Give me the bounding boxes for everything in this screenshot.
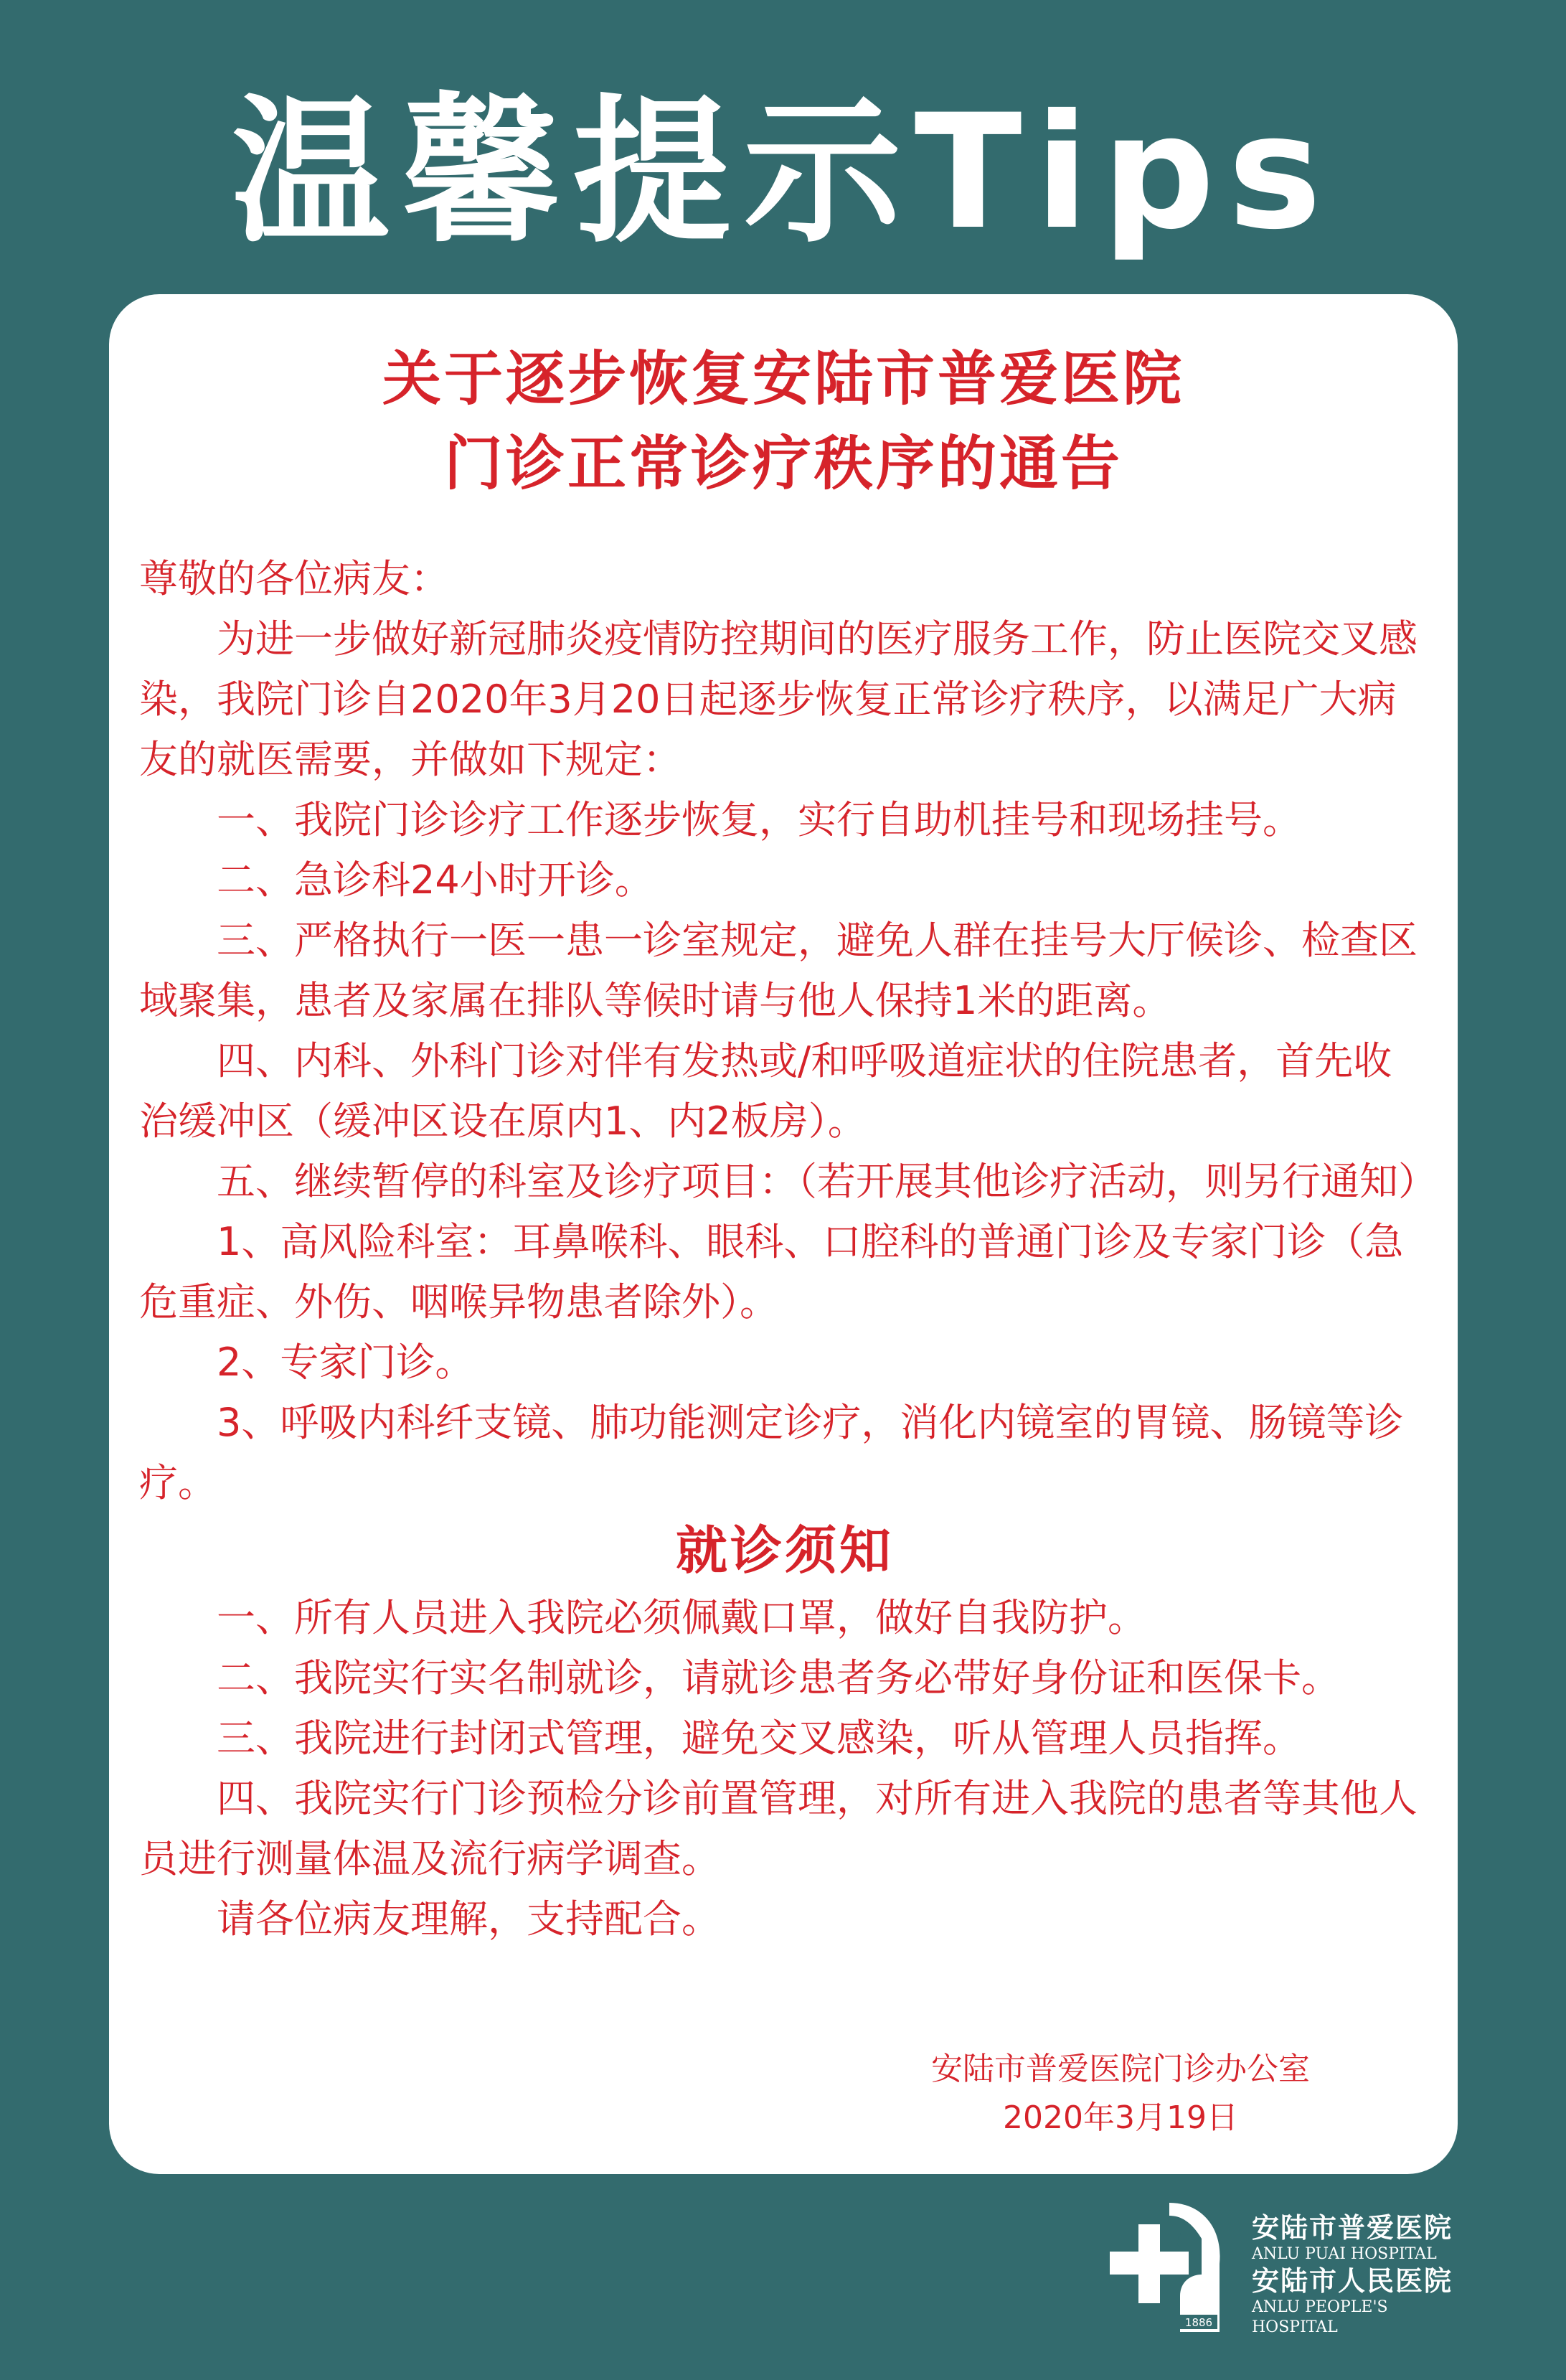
- guideline-item: 请各位病友理解，支持配合。: [217, 1896, 720, 1942]
- greeting: 尊敬的各位病友：: [139, 556, 449, 601]
- notice-title-line-1: 关于逐步恢复安陆市普爱医院: [382, 345, 1184, 413]
- notice-body: [139, 549, 1437, 1949]
- notice-paragraph: 三、严格执行一医一患一诊室规定，避免人群在挂号大厅候诊、检查区域聚集，患者及家属在排队等候时请与他人保持1米的距离。: [139, 918, 1418, 1023]
- notice-paragraph: 五、继续暂停的科室及诊疗项目：（若开展其他诊疗活动，则另行通知）: [217, 1159, 1437, 1204]
- signature-date: 2020年3月19日: [1003, 2099, 1238, 2136]
- guidelines-title: 就诊须知: [675, 1520, 894, 1581]
- guideline-item: 三、我院进行封闭式管理，避免交叉感染，听从管理人员指挥。: [217, 1716, 1301, 1761]
- guideline-item: 四、我院实行门诊预检分诊前置管理，对所有进入我院的患者等其他人员进行测量体温及流行病学调查。: [139, 1776, 1418, 1881]
- logo-name-cn-2: 安陆市人民医院: [1252, 2264, 1453, 2297]
- logo-name-en-1: ANLU PUAI HOSPITAL: [1252, 2245, 1437, 2263]
- guideline-item: 一、所有人员进入我院必须佩戴口罩，做好自我防护。: [217, 1595, 1146, 1640]
- notice-paragraph: 四、内科、外科门诊对伴有发热或/和呼吸道症状的住院患者，首先收治缓冲区（缓冲区设在原内1、内2板房）。: [139, 1038, 1392, 1144]
- notice-card: [109, 294, 1458, 2174]
- signature: [905, 2045, 1336, 2143]
- notice-paragraph: 为进一步做好新冠肺炎疫情防控期间的医疗服务工作，防止医院交叉感染，我院门诊自2020年3月20日起逐步恢复正常诊疗秩序，以满足广大病友的就医需要，并做如下规定：: [139, 616, 1418, 782]
- notice-title-line-2: 门诊正常诊疗秩序的通告: [443, 430, 1123, 498]
- logo-text: [1252, 2211, 1474, 2338]
- notice-paragraph: 二、急诊科24小时开诊。: [217, 857, 654, 903]
- hospital-logo: [1101, 2196, 1474, 2339]
- logo-name-en-2: ANLU PEOPLE'S HOSPITAL: [1252, 2298, 1388, 2336]
- guideline-item: 二、我院实行实名制就诊，请就诊患者务必带好身份证和医保卡。: [217, 1655, 1340, 1701]
- hospital-emblem-icon: [1101, 2196, 1227, 2339]
- logo-name-cn-1: 安陆市普爱医院: [1252, 2211, 1453, 2244]
- notice-paragraph: 一、我院门诊诊疗工作逐步恢复，实行自助机挂号和现场挂号。: [217, 797, 1301, 842]
- notice-title: [109, 337, 1458, 507]
- signature-issuer: 安陆市普爱医院门诊办公室: [931, 2051, 1310, 2087]
- notice-paragraph: 1、高风险科室：耳鼻喉科、眼科、口腔科的普通门诊及专家门诊（急危重症、外伤、咽喉异物患者除外）。: [139, 1219, 1404, 1325]
- logo-year: 1886: [1184, 2316, 1213, 2329]
- notice-paragraph: 3、呼吸内科纤支镜、肺功能测定诊疗，消化内镜室的胃镜、肠镜等诊疗。: [139, 1400, 1404, 1505]
- header-title: 温馨提示Tips: [231, 80, 1335, 264]
- notice-paragraph: 2、专家门诊。: [217, 1340, 474, 1385]
